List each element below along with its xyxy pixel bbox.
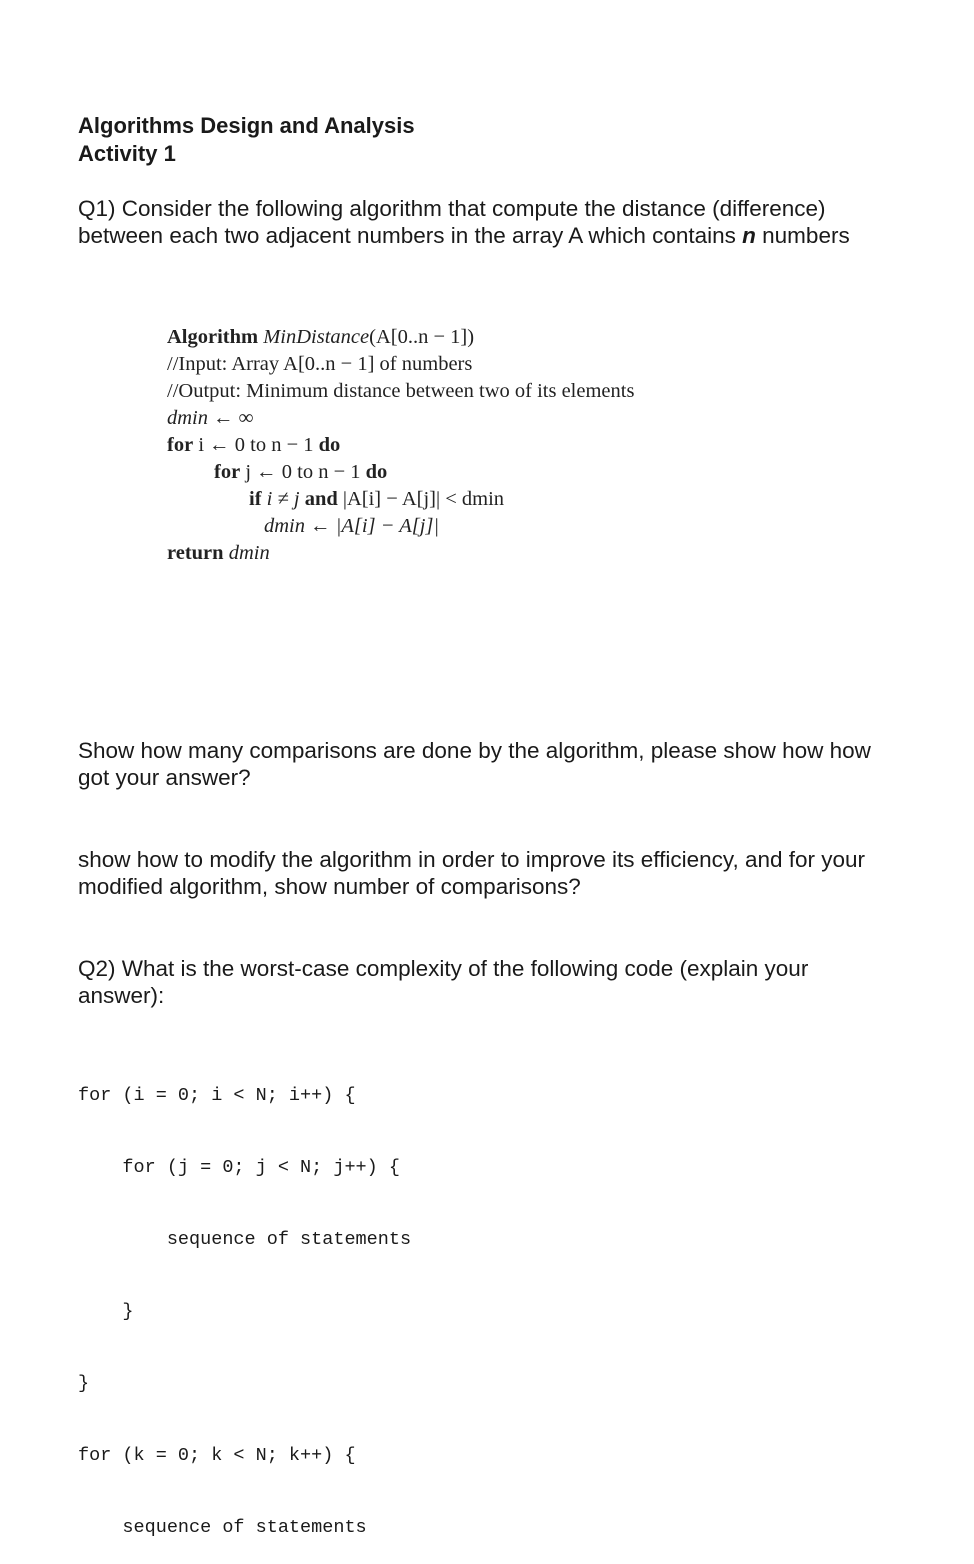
code-line: } bbox=[78, 1373, 90, 1394]
algo-and-keyword: and bbox=[304, 488, 338, 510]
activity-title: Activity 1 bbox=[78, 141, 176, 166]
algo-line-1 bbox=[167, 324, 634, 351]
algo-line-5 bbox=[167, 432, 634, 459]
course-title: Algorithms Design and Analysis bbox=[78, 113, 415, 138]
algo-for-range: j ← 0 to n − 1 bbox=[245, 461, 361, 483]
algo-return-keyword: return bbox=[167, 542, 224, 564]
algo-condition-a: i ≠ j bbox=[266, 488, 300, 510]
algo-line-7 bbox=[167, 486, 634, 513]
code-line: } bbox=[78, 1301, 134, 1322]
code-block bbox=[78, 1036, 411, 1564]
algo-for-range: i ← 0 to n − 1 bbox=[198, 434, 314, 456]
algo-line-4: dmin ← ∞ bbox=[167, 407, 254, 429]
algo-do-keyword: do bbox=[318, 434, 341, 456]
q2-question: Q2) What is the worst-case complexity of the following code (explain your answer): bbox=[78, 956, 809, 1008]
algo-return-value: dmin bbox=[228, 542, 270, 564]
q1-intro bbox=[78, 195, 898, 249]
code-line: sequence of statements bbox=[78, 1517, 367, 1538]
algo-keyword: Algorithm bbox=[167, 326, 259, 348]
algo-line-6 bbox=[167, 459, 634, 486]
algo-line-9 bbox=[167, 540, 634, 567]
code-line: sequence of statements bbox=[78, 1229, 412, 1250]
code-line: for (i = 0; i < N; i++) { bbox=[78, 1085, 356, 1106]
algo-name: MinDistance bbox=[263, 326, 370, 348]
algo-condition-b: |A[i] − A[j]| < dmin bbox=[342, 488, 505, 510]
algo-args: (A[0..n − 1]) bbox=[369, 326, 475, 348]
code-line: for (k = 0; k < N; k++) { bbox=[78, 1445, 356, 1466]
algo-line-3: //Output: Minimum distance between two of its elements bbox=[167, 380, 635, 402]
algo-line-8: dmin ← |A[i] − A[j]| bbox=[264, 515, 440, 537]
q1-intro-text: Q1) Consider the following algorithm that compute the distance (difference) between each two adjacent numbers in the array A which contains bbox=[78, 196, 826, 248]
algo-for-keyword: for bbox=[214, 461, 241, 483]
q1-intro-n: n bbox=[742, 223, 756, 248]
code-line: for (j = 0; j < N; j++) { bbox=[78, 1157, 400, 1178]
algo-for-keyword: for bbox=[167, 434, 194, 456]
q1-question-a: Show how many comparisons are done by the algorithm, please show how how got your answer? bbox=[78, 738, 871, 790]
algo-line-2: //Input: Array A[0..n − 1] of numbers bbox=[167, 353, 473, 375]
algorithm-block bbox=[167, 324, 634, 567]
q1-question-b: show how to modify the algorithm in order to improve its efficiency, and for your modified algorithm, show number of comparisons? bbox=[78, 847, 866, 899]
algo-do-keyword: do bbox=[365, 461, 388, 483]
document-title bbox=[78, 112, 415, 168]
algo-if-keyword: if bbox=[249, 488, 262, 510]
q1-intro-tail: numbers bbox=[755, 223, 850, 248]
